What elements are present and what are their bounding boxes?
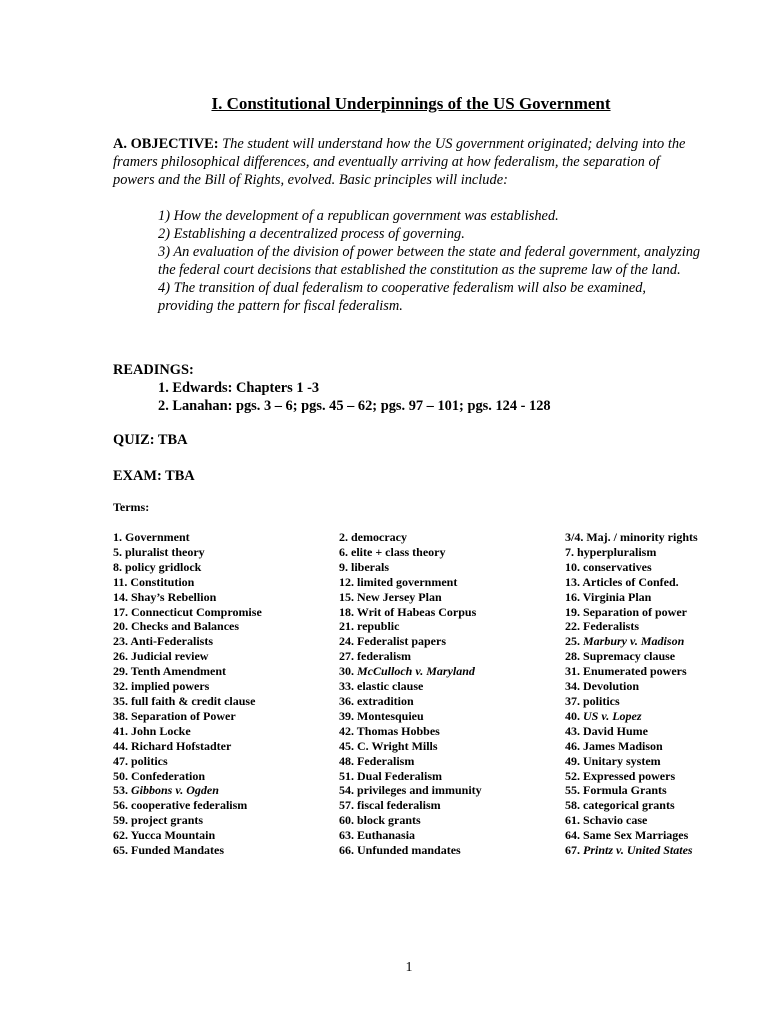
quiz-line: QUIZ: TBA [113,432,188,448]
term-number: 31. [565,664,580,679]
term-text: James Madison [583,738,663,753]
term-item [339,619,565,634]
term-item [113,590,339,605]
term-number: 62. [113,828,128,843]
term-item [565,828,713,843]
term-text: hyperpluralism [577,544,657,559]
term-text: full faith & credit clause [131,693,256,708]
term-number: 22. [565,619,580,634]
term-text: project grants [131,813,204,828]
term-item [113,560,339,575]
term-text: John Locke [131,723,191,738]
term-text: limited government [357,574,458,589]
term-item [339,664,565,679]
term-item [113,575,339,590]
term-item [339,739,565,754]
term-text: David Hume [583,723,649,738]
term-number: 41. [113,723,128,738]
term-number: 32. [113,679,128,694]
term-text: implied powers [131,679,210,694]
term-number: 59. [113,813,128,828]
term-item [339,769,565,784]
term-number: 44. [113,738,128,753]
term-number: 58. [565,798,580,813]
term-number: 18. [339,604,354,619]
term-text: democracy [351,530,407,544]
term-text: republic [357,619,400,634]
term-item [565,709,713,724]
term-item [339,605,565,620]
term-text: Schavio case [583,813,648,828]
term-text: pluralist theory [125,544,205,559]
term-item [339,530,565,545]
term-item [113,828,339,843]
term-item [339,679,565,694]
term-text: Tenth Amendment [130,664,227,679]
term-number: 42. [339,723,354,738]
term-number: 23. [113,634,128,649]
term-number: 38. [113,708,128,723]
term-text: cooperative federalism [131,798,248,813]
term-text: federalism [357,649,411,664]
term-text: Judicial review [131,649,209,664]
term-text: C. Wright Mills [357,738,438,753]
term-text: Articles of Confed. [582,574,679,589]
term-number: 5. [113,544,122,559]
term-number: 24. [339,634,354,649]
term-text: Thomas Hobbes [356,723,440,738]
term-number: 43. [565,723,580,738]
term-number: 12. [339,574,354,589]
term-number: 2. [339,530,348,544]
term-text: Same Sex Marriages [583,828,689,843]
term-text: Anti-Federalists [130,634,213,649]
term-text: Funded Mandates [131,843,225,858]
objective-paragraph [113,135,703,189]
term-item [565,724,713,739]
term-text: politics [131,753,168,768]
term-number: 16. [565,589,580,604]
term-number: 65. [113,843,128,858]
term-item [113,679,339,694]
term-item [565,783,713,798]
term-item [565,530,713,545]
term-item [113,545,339,560]
term-item [339,575,565,590]
term-text: Shay’s Rebellion [131,589,217,604]
term-item [565,664,713,679]
term-number: 57. [339,798,354,813]
term-item [565,694,713,709]
terms-heading: Terms: [113,500,150,514]
principles-list [158,207,703,315]
term-text: conservatives [583,559,652,574]
term-text: Devolution [583,679,640,694]
objective-label: A. OBJECTIVE: [113,136,219,152]
term-number: 56. [113,798,128,813]
term-item [565,679,713,694]
term-item [113,605,339,620]
term-text: Separation of power [583,604,687,619]
term-number: 3/4. [565,530,584,544]
term-number: 40. [565,708,580,723]
reading-item: 1. Edwards: Chapters 1 -3 [158,380,320,396]
term-number: 17. [113,604,128,619]
term-text: Euthanasia [357,828,416,843]
readings-section [113,361,713,415]
term-number: 46. [565,738,580,753]
term-item [339,828,565,843]
term-text: Richard Hofstadter [131,738,232,753]
term-number: 36. [339,693,354,708]
term-item [339,724,565,739]
term-number: 19. [565,604,580,619]
term-number: 30. [339,664,354,679]
term-item [113,694,339,709]
term-item [113,724,339,739]
principle-item: 4) The transition of dual federalism to cooperative federalism will also be examined, providing the pattern for fiscal federalism. [158,280,647,314]
term-text: Virginia Plan [582,589,652,604]
term-text: politics [583,693,620,708]
term-item [113,709,339,724]
term-item [339,634,565,649]
term-text: Federalists [583,619,639,634]
term-item [565,649,713,664]
term-number: 66. [339,843,354,858]
term-number: 61. [565,813,580,828]
term-number: 33. [339,679,354,694]
term-text: elastic clause [357,679,424,694]
term-text: Unfunded mandates [357,843,461,858]
term-text: New Jersey Plan [357,589,442,604]
term-number: 53. [113,783,128,798]
term-item [565,590,713,605]
term-number: 7. [565,544,574,559]
term-item [565,605,713,620]
term-text: Gibbons v. Ogden [131,783,219,798]
term-number: 6. [339,544,348,559]
term-text: Connecticut Compromise [131,604,262,619]
term-item [565,545,713,560]
term-item [339,813,565,828]
term-number: 26. [113,649,128,664]
term-item [339,590,565,605]
term-text: McCulloch v. Maryland [357,664,475,679]
readings-heading: READINGS: [113,362,194,378]
term-text: policy gridlock [125,559,202,574]
term-text: fiscal federalism [357,798,441,813]
term-number: 1. [113,530,122,544]
term-item [113,649,339,664]
objective-text: The student will understand how the US government originated; delving into the framers philosophical differences, and eventually arriving at how federalism, the separation of powers and the Bill of Rights, evolved. Basic principles will include: [113,136,686,188]
term-number: 27. [339,649,354,664]
term-text: Montesquieu [357,708,424,723]
term-number: 67. [565,843,580,858]
term-item [113,754,339,769]
term-text: Unitary system [583,753,661,768]
term-text: Printz v. United States [583,843,693,858]
term-item [113,783,339,798]
term-text: elite + class theory [351,544,446,559]
term-number: 9. [339,559,348,574]
principle-item: 2) Establishing a decentralized process of governing. [158,226,465,242]
term-number: 35. [113,693,128,708]
term-item [339,783,565,798]
term-item [113,619,339,634]
term-number: 51. [339,768,354,783]
term-number: 48. [339,753,354,768]
term-text: US v. Lopez [583,708,642,723]
term-number: 50. [113,768,128,783]
term-text: Formula Grants [583,783,667,798]
term-number: 47. [113,753,128,768]
term-number: 28. [565,649,580,664]
term-item [339,754,565,769]
term-text: Confederation [131,768,205,783]
term-item [339,649,565,664]
term-number: 15. [339,589,354,604]
term-item [339,560,565,575]
term-item [565,560,713,575]
term-item [113,843,339,858]
term-item [565,843,713,858]
term-item [565,769,713,784]
term-text: Dual Federalism [357,768,442,783]
term-text: liberals [351,559,389,574]
term-number: 54. [339,783,354,798]
term-number: 29. [113,664,128,679]
term-number: 52. [565,768,580,783]
term-number: 60. [339,813,354,828]
term-item [565,619,713,634]
term-number: 13. [565,574,580,589]
term-number: 49. [565,753,580,768]
term-number: 45. [339,738,354,753]
term-number: 39. [339,708,354,723]
term-text: privileges and immunity [357,783,482,798]
term-item [113,530,339,545]
term-number: 14. [113,589,128,604]
term-item [113,664,339,679]
term-item [113,634,339,649]
page-title: I. Constitutional Underpinnings of the US Government [211,94,611,113]
term-text: Maj. / minority rights [586,530,698,544]
term-item [339,709,565,724]
term-text: Yucca Mountain [130,828,216,843]
term-number: 8. [113,559,122,574]
term-item [113,769,339,784]
term-text: Marbury v. Madison [583,634,685,649]
term-number: 34. [565,679,580,694]
term-text: Federalist papers [357,634,446,649]
reading-item: 2. Lanahan: pgs. 3 – 6; pgs. 45 – 62; pgs. 97 – 101; pgs. 124 - 128 [158,398,551,414]
term-text: Supremacy clause [583,649,676,664]
term-item [565,798,713,813]
term-item [565,739,713,754]
term-number: 20. [113,619,128,634]
term-item [113,798,339,813]
term-text: categorical grants [583,798,675,813]
term-item [339,843,565,858]
term-text: Writ of Habeas Corpus [356,604,477,619]
term-number: 11. [113,574,128,589]
term-number: 25. [565,634,580,649]
term-number: 64. [565,828,580,843]
term-number: 55. [565,783,580,798]
term-text: Expressed powers [583,768,676,783]
term-text: Checks and Balances [131,619,240,634]
term-item [113,813,339,828]
page-number: 1 [405,960,413,975]
term-item [339,694,565,709]
term-text: block grants [357,813,421,828]
term-text: Government [125,530,190,544]
principle-item: 1) How the development of a republican government was established. [158,208,559,224]
principle-item: 3) An evaluation of the division of power between the state and federal government, analyzing the federal court decisions that established the constitution as the supreme law of the land. [158,244,701,278]
term-item [339,798,565,813]
term-number: 63. [339,828,354,843]
term-item [113,739,339,754]
term-number: 10. [565,559,580,574]
term-text: Constitution [130,574,195,589]
term-item [565,754,713,769]
term-number: 21. [339,619,354,634]
term-item [565,575,713,590]
term-text: Federalism [357,753,415,768]
term-text: extradition [357,693,414,708]
term-number: 37. [565,693,580,708]
term-item [565,813,713,828]
exam-line: EXAM: TBA [113,468,195,484]
term-item [339,545,565,560]
term-text: Enumerated powers [583,664,687,679]
term-item [565,634,713,649]
term-text: Separation of Power [131,708,236,723]
terms-list [113,530,713,858]
